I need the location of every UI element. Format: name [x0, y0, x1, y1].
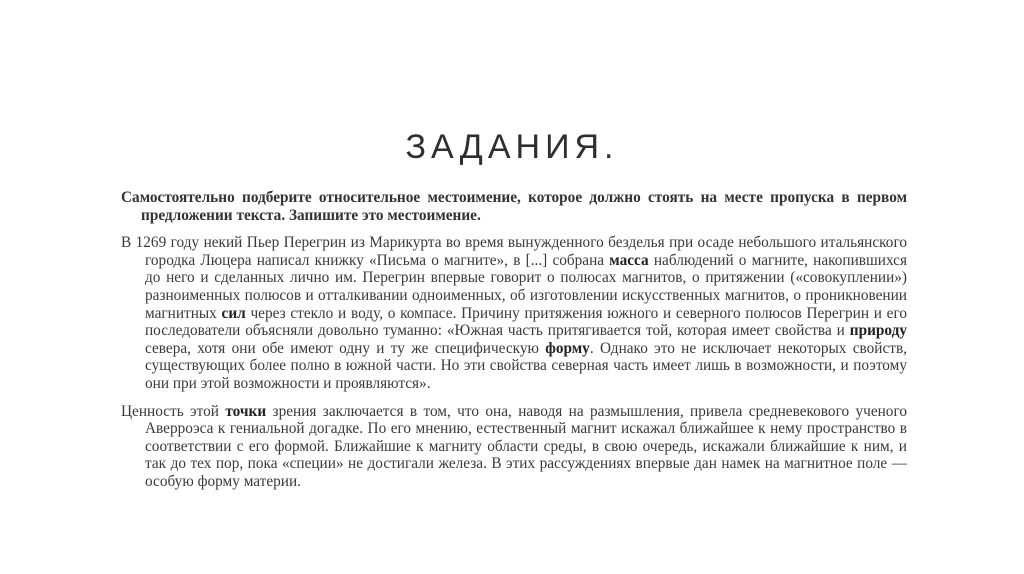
paragraph-1-emphasis: форму [545, 339, 590, 357]
paragraph-1-segment: . Однако это не исключает некоторых свойств, существующих более полно в южной части. Но эти свойства северная часть имеет лишь в возможности, и поэтому они при этой возможности и проявляются». [145, 339, 907, 392]
paragraph-1-segment: севера, хотя они обе имеют одну и ту же специфическую [145, 339, 546, 357]
paragraph-1-emphasis: масса [609, 251, 649, 269]
paragraph-1-segment: В 1269 году некий Пьер Перегрин из Марикурта во время вынужденного безделья при осаде небольшого итальянского городка Люцера написал книжку «Письма о магните», в [...] собрана [121, 234, 907, 269]
paragraph-2-segment: Ценность этой [121, 402, 226, 420]
text-paragraph-1 [121, 234, 907, 392]
paragraph-1-emphasis: природу [849, 322, 907, 340]
task-text: Самостоятельно подберите относительное местоимение, которое должно стоять на месте пропуска в первом предложении текста. Запишите это местоимение. [121, 189, 907, 224]
paragraph-2-segment: зрения заключается в том, что она, наводя на размышления, привела средневекового ученого Аверроэса к гениальной догадке. По его мнению, естественный магнит искажал ближайшее к нему пространство в соответствии с его формой. Ближайшие к магниту области среды, в свою очередь, искажали ближайшие к ним, и так до тех пор, пока «специи» не достигали железа. В этих рассуждениях впервые дан намек на магнитное поле — особую форму материи. [145, 402, 907, 490]
paragraph-1-emphasis: сил [221, 304, 246, 322]
slide-title: ЗАДАНИЯ. [405, 128, 619, 166]
paragraph-2-emphasis: точки [225, 402, 267, 420]
paragraph-1-segment: через стекло и воду, о компасе. Причину притяжения южного и северного полюсов Перегрин и его последователи объясняли довольно туманно: «Южная часть притягивается той, которая имеет свойства и [145, 304, 907, 340]
slide-content [121, 189, 907, 501]
paragraph-1-segment: наблюдений о магните, накопившихся до него и сделанных лично им. Перегрин впервые говорит о полюсах магнитов, о притяжении («совокуплении») разноименных полюсов и отталкивании одноименных, об изготовлении искусственных магнитов, о проникновении магнитных [145, 251, 908, 322]
text-paragraph-2 [121, 403, 907, 491]
